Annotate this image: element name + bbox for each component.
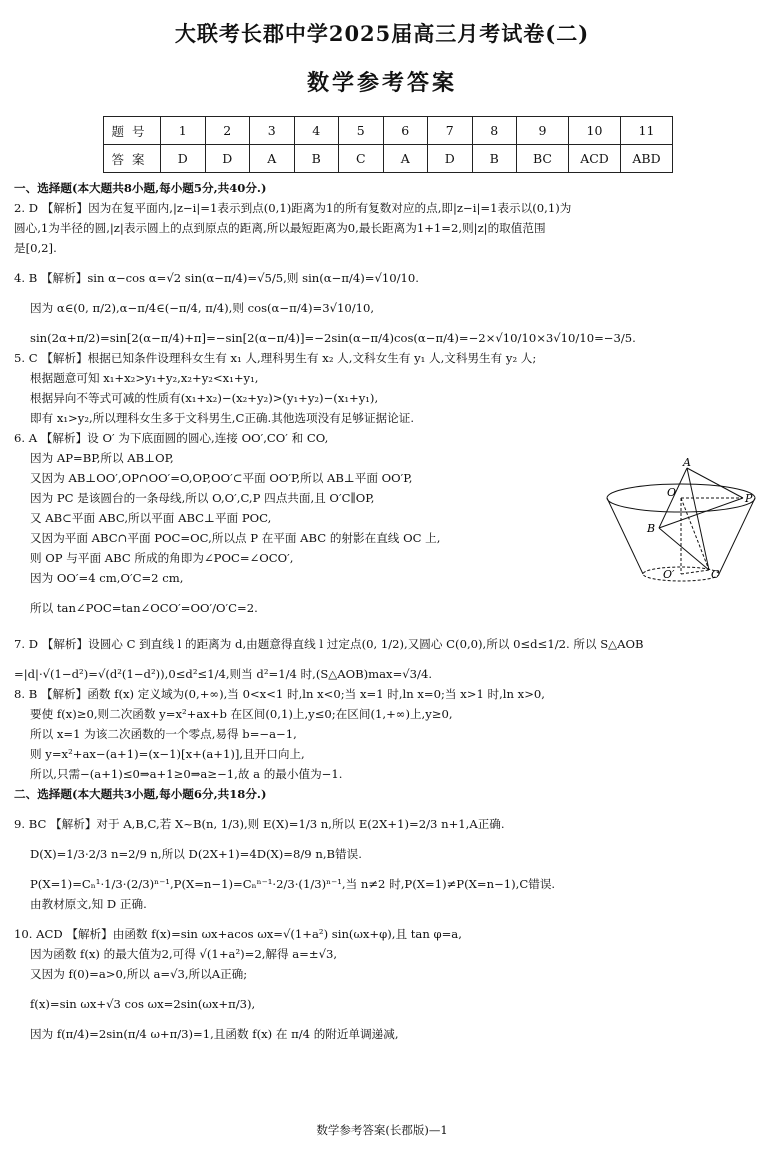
- text-line: 因为 PC 是该圆台的一条母线,所以 O,O′,C,P 四点共面,且 O′C∥OP,: [30, 491, 375, 505]
- segment-oc: [681, 498, 709, 570]
- page-subtitle: 数学参考答案: [306, 70, 457, 96]
- text-line: 因为 OO′=4 cm,O′C=2 cm,: [30, 571, 184, 585]
- table-cell: C: [339, 145, 384, 173]
- table-cell: 11: [621, 117, 673, 145]
- table-cell: D: [428, 145, 473, 173]
- solutions-body: [14, 178, 754, 1044]
- table-cell: 5: [339, 117, 384, 145]
- table-cell: D: [161, 145, 206, 173]
- text-line: 又 AB⊂平面 ABC,所以平面 ABC⊥平面 POC,: [30, 511, 272, 525]
- table-cell: A: [383, 145, 428, 173]
- text-line: 因为函数 f(x) 的最大值为2,可得 √(1+a²)=2,解得 a=±√3,: [30, 947, 338, 961]
- frustum-figure: [603, 458, 763, 593]
- text-line: 因为 f(π/4)=2sin(π/4 ω+π/3)=1,且函数 f(x) 在 π/4 的附近单调递减,: [30, 1027, 399, 1041]
- text-line: 9. BC 【解析】对于 A,B,C,若 X~B(n, 1/3),则 E(X)=1/3 n,所以 E(2X+1)=2/3 n+1,A正确.: [14, 817, 505, 831]
- brand-logo: 大联考: [174, 21, 241, 46]
- text-line: 6. A 【解析】设 O′ 为下底面圆的圆心,连接 OO′,CO′ 和 CO,: [14, 431, 329, 445]
- text-line: 10. ACD 【解析】由函数 f(x)=sin ωx+acos ωx=√(1+a²) sin(ωx+φ),且 tan φ=a,: [14, 927, 462, 941]
- page-footer: 数学参考答案(长郡版)—1: [316, 1123, 448, 1137]
- segment-ap: [687, 468, 743, 498]
- exam-title: 长郡中学2025届高三月考试卷(二): [240, 21, 590, 46]
- text-line: 所以 x=1 为该二次函数的一个零点,易得 b=−a−1,: [30, 727, 297, 741]
- text-line: sin(2α+π/2)=sin[2(α−π/4)+π]=−sin[2(α−π/4)]=−2sin(α−π/4)cos(α−π/4)=−2×√10/10×3√10/10=−3/5.: [30, 331, 636, 345]
- answer-table: [103, 116, 673, 173]
- text-line: 要使 f(x)≥0,则二次函数 y=x²+ax+b 在区间(0,1)上,y≤0;在区间(1,+∞)上,y≥0,: [30, 707, 453, 721]
- text-line: 圆心,1为半径的圆,|z|表示圆上的点到原点的距离,所以最短距离为0,最长距离为1+1=2,则|z|的取值范围: [14, 221, 546, 235]
- label-o-prime: O′: [663, 568, 675, 581]
- table-cell: D: [205, 145, 250, 173]
- text-line: f(x)=sin ωx+√3 cos ωx=2sin(ωx+π/3),: [30, 997, 256, 1011]
- section-heading: 二、选择题(本大题共3小题,每小题6分,共18分.): [14, 787, 267, 801]
- page-header: [0, 18, 764, 48]
- text-line: 又因为平面 ABC∩平面 POC=OC,所以点 P 在平面 ABC 的射影在直线 OC 上,: [30, 531, 441, 545]
- table-cell: ACD: [569, 145, 621, 173]
- label-c: C: [711, 568, 720, 581]
- row-label-number: 题号: [104, 117, 161, 145]
- text-line: 4. B 【解析】sin α−cos α=√2 sin(α−π/4)=√5/5,则 sin(α−π/4)=√10/10.: [14, 271, 419, 285]
- label-p: P: [745, 492, 753, 505]
- text-line: 则 OP 与平面 ABC 所成的角即为∠POC=∠OCO′,: [30, 551, 294, 565]
- segment-bp: [659, 498, 743, 528]
- table-cell: B: [472, 145, 517, 173]
- table-cell: 8: [472, 117, 517, 145]
- text-line: P(X=1)=Cₙ¹·1/3·(2/3)ⁿ⁻¹,P(X=n−1)=Cₙⁿ⁻¹·2/3·(1/3)ⁿ⁻¹,当 n≠2 时,P(X=1)≠P(X=n−1),C错误.: [30, 877, 556, 891]
- table-cell: 6: [383, 117, 428, 145]
- text-line: 根据异向不等式可减的性质有(x₁+x₂)−(x₂+y₂)>(y₁+y₂)−(x₁+y₁),: [30, 391, 379, 405]
- label-o: O: [667, 486, 677, 499]
- question-number-row: [104, 117, 673, 145]
- table-cell: BC: [517, 145, 569, 173]
- text-line: 由教材原文,知 D 正确.: [30, 897, 147, 911]
- answer-row: [104, 145, 673, 173]
- text-line: D(X)=1/3·2/3 n=2/9 n,所以 D(2X+1)=4D(X)=8/9 n,B错误.: [30, 847, 362, 861]
- text-line: 是[0,2].: [14, 241, 57, 255]
- text-line: 根据题意可知 x₁+x₂>y₁+y₂,x₂+y₂<x₁+y₁,: [30, 371, 259, 385]
- table-cell: 2: [205, 117, 250, 145]
- text-line: 5. C 【解析】根据已知条件设理科女生有 x₁ 人,理科男生有 x₂ 人,文科女生有 y₁ 人,文科男生有 y₂ 人;: [14, 351, 537, 365]
- section-heading: 一、选择题(本大题共8小题,每小题5分,共40分.): [14, 181, 267, 195]
- text-line: 又因为 f(0)=a>0,所以 a=√3,所以A正确;: [30, 967, 248, 981]
- text-line: 所以 tan∠POC=tan∠OCO′=OO′/O′C=2.: [30, 601, 258, 615]
- row-label-answer: 答案: [104, 145, 161, 173]
- text-line: 8. B 【解析】函数 f(x) 定义域为(0,+∞),当 0<x<1 时,ln x<0;当 x=1 时,ln x=0;当 x>1 时,ln x>0,: [14, 687, 545, 701]
- text-line: 则 y=x²+ax−(a+1)=(x−1)[x+(a+1)],且开口向上,: [30, 747, 305, 761]
- table-cell: 10: [569, 117, 621, 145]
- table-cell: B: [294, 145, 339, 173]
- text-line: 所以,只需−(a+1)≤0⇒a+1≥0⇒a≥−1,故 a 的最小值为−1.: [30, 767, 343, 781]
- table-cell: 3: [250, 117, 295, 145]
- table-cell: 9: [517, 117, 569, 145]
- label-b: B: [647, 522, 656, 535]
- text-line: 即有 x₁>y₂,所以理科女生多于文科男生,C正确.其他选项没有足够证据论证.: [30, 411, 415, 425]
- segment-o-prime-c: [681, 570, 709, 574]
- table-cell: ABD: [621, 145, 673, 173]
- text-line: 又因为 AB⊥OO′,OP∩OO′=O,OP,OO′⊂平面 OO′P,所以 AB⊥平面 OO′P,: [30, 471, 413, 485]
- table-cell: 7: [428, 117, 473, 145]
- table-cell: 4: [294, 117, 339, 145]
- table-cell: A: [250, 145, 295, 173]
- text-line: 7. D 【解析】设圆心 C 到直线 l 的距离为 d,由题意得直线 l 过定点(0, 1/2),又圆心 C(0,0),所以 0≤d≤1/2. 所以 S△AOB: [14, 637, 644, 651]
- text-line: 2. D 【解析】因为在复平面内,|z−i|=1表示到点(0,1)距离为1的所有复数对应的点,即|z−i|=1表示以(0,1)为: [14, 201, 572, 215]
- table-cell: 1: [161, 117, 206, 145]
- text-line: 因为 α∈(0, π/2),α−π/4∈(−π/4, π/4),则 cos(α−π/4)=3√10/10,: [30, 301, 375, 315]
- label-a: A: [683, 458, 691, 469]
- text-line: 因为 AP=BP,所以 AB⊥OP,: [30, 451, 174, 465]
- text-line: =|d|·√(1−d²)=√(d²(1−d²)),0≤d²≤1/4,则当 d²=1/4 时,(S△AOB)max=√3/4.: [14, 667, 433, 681]
